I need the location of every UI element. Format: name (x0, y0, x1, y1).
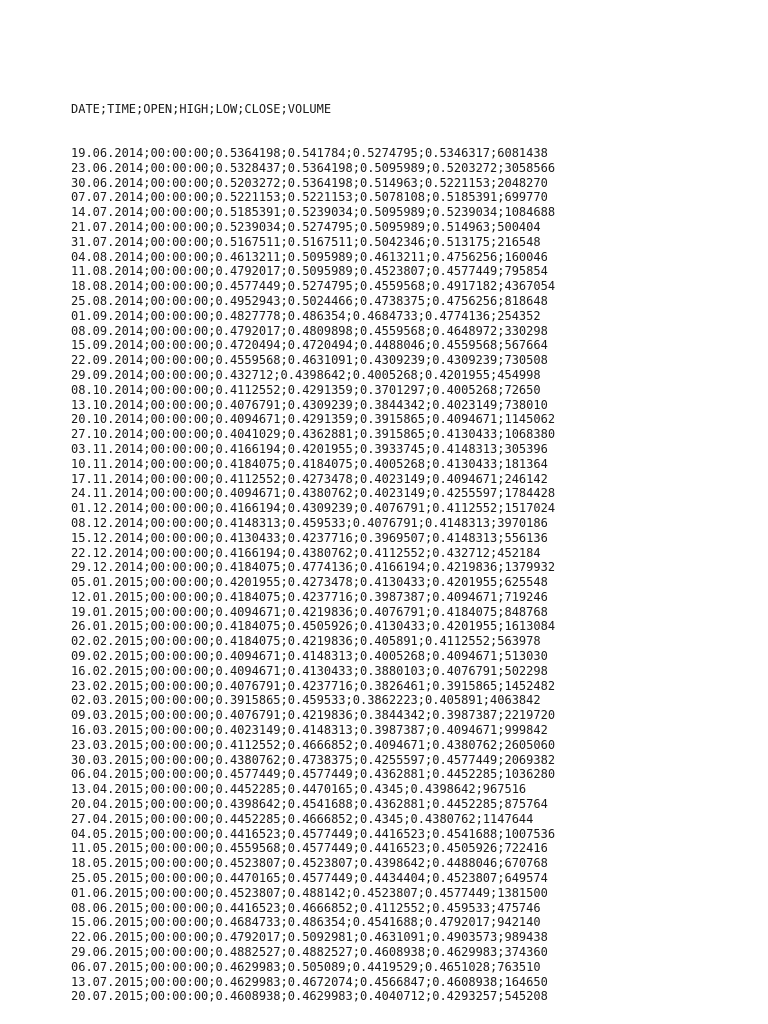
csv-data-row: 23.02.2015;00:00:00;0.4076791;0.4237716;0.3826461;0.3915865;1452482 (71, 678, 556, 693)
csv-data-row: 04.05.2015;00:00:00;0.4416523;0.4577449;0.4416523;0.4541688;1007536 (71, 826, 556, 841)
csv-data-row: 21.07.2014;00:00:00;0.5239034;0.5274795;0.5095989;0.514963;500404 (71, 219, 541, 234)
csv-data-row: 15.12.2014;00:00:00;0.4130433;0.4237716;0.3969507;0.4148313;556136 (71, 530, 548, 545)
csv-header-line: DATE;TIME;OPEN;HIGH;LOW;CLOSE;VOLUME (71, 101, 332, 116)
csv-data-row: 03.11.2014;00:00:00;0.4166194;0.4201955;0.3933745;0.4148313;305396 (71, 441, 548, 456)
csv-data-row: 02.02.2015;00:00:00;0.4184075;0.4219836;0.405891;0.4112552;563978 (71, 634, 541, 649)
csv-data-row: 27.04.2015;00:00:00;0.4452285;0.4666852;0.4345;0.4380762;1147644 (71, 811, 534, 826)
csv-text-block (71, 72, 555, 1004)
csv-data-row: 23.06.2014;00:00:00;0.5328437;0.5364198;0.5095989;0.5203272;3058566 (71, 160, 556, 175)
csv-data-row: 13.10.2014;00:00:00;0.4076791;0.4309239;0.3844342;0.4023149;738010 (71, 397, 548, 412)
csv-data-row: 15.06.2015;00:00:00;0.4684733;0.486354;0.4541688;0.4792017;942140 (71, 915, 541, 930)
csv-data-row: 01.09.2014;00:00:00;0.4827778;0.486354;0.4684733;0.4774136;254352 (71, 308, 541, 323)
csv-data-row: 27.10.2014;00:00:00;0.4041029;0.4362881;0.3915865;0.4130433;1068380 (71, 427, 556, 442)
csv-data-row: 20.04.2015;00:00:00;0.4398642;0.4541688;0.4362881;0.4452285;875764 (71, 797, 548, 812)
csv-data-row: 06.04.2015;00:00:00;0.4577449;0.4577449;0.4362881;0.4452285;1036280 (71, 767, 556, 782)
csv-data-row: 29.09.2014;00:00:00;0.432712;0.4398642;0.4005268;0.4201955;454998 (71, 367, 541, 382)
csv-data-row: 01.12.2014;00:00:00;0.4166194;0.4309239;0.4076791;0.4112552;1517024 (71, 501, 556, 516)
csv-data-row: 22.12.2014;00:00:00;0.4166194;0.4380762;0.4112552;0.432712;452184 (71, 545, 541, 560)
csv-data-row: 11.05.2015;00:00:00;0.4559568;0.4577449;0.4416523;0.4505926;722416 (71, 841, 548, 856)
csv-data-row: 05.01.2015;00:00:00;0.4201955;0.4273478;0.4130433;0.4201955;625548 (71, 575, 548, 590)
csv-data-row: 22.09.2014;00:00:00;0.4559568;0.4631091;0.4309239;0.4309239;730508 (71, 353, 548, 368)
csv-data-row: 19.06.2014;00:00:00;0.5364198;0.541784;0.5274795;0.5346317;6081438 (71, 145, 548, 160)
csv-data-row: 11.08.2014;00:00:00;0.4792017;0.5095989;0.4523807;0.4577449;795854 (71, 264, 548, 279)
csv-data-row: 20.07.2015;00:00:00;0.4608938;0.4629983;0.4040712;0.4293257;545208 (71, 989, 548, 1004)
csv-data-row: 30.03.2015;00:00:00;0.4380762;0.4738375;0.4255597;0.4577449;2069382 (71, 752, 556, 767)
csv-data-row: 29.12.2014;00:00:00;0.4184075;0.4774136;0.4166194;0.4219836;1379932 (71, 560, 556, 575)
csv-data-row: 18.08.2014;00:00:00;0.4577449;0.5274795;0.4559568;0.4917182;4367054 (71, 279, 556, 294)
csv-data-row: 10.11.2014;00:00:00;0.4184075;0.4184075;0.4005268;0.4130433;181364 (71, 456, 548, 471)
csv-data-row: 06.07.2015;00:00:00;0.4629983;0.505089;0.4419529;0.4651028;763510 (71, 959, 541, 974)
csv-data-row: 09.02.2015;00:00:00;0.4094671;0.4148313;0.4005268;0.4094671;513030 (71, 649, 548, 664)
csv-data-row: 08.10.2014;00:00:00;0.4112552;0.4291359;0.3701297;0.4005268;72650 (71, 382, 541, 397)
csv-data-row: 02.03.2015;00:00:00;0.3915865;0.459533;0.3862223;0.405891;4063842 (71, 693, 541, 708)
csv-data-row: 30.06.2014;00:00:00;0.5203272;0.5364198;0.514963;0.5221153;2048270 (71, 175, 548, 190)
csv-data-row: 16.02.2015;00:00:00;0.4094671;0.4130433;0.3880103;0.4076791;502298 (71, 663, 548, 678)
csv-data-row: 18.05.2015;00:00:00;0.4523807;0.4523807;0.4398642;0.4488046;670768 (71, 856, 548, 871)
csv-data-row: 08.09.2014;00:00:00;0.4792017;0.4809898;0.4559568;0.4648972;330298 (71, 323, 548, 338)
csv-data-row: 13.07.2015;00:00:00;0.4629983;0.4672074;0.4566847;0.4608938;164650 (71, 974, 548, 989)
csv-data-row: 26.01.2015;00:00:00;0.4184075;0.4505926;0.4130433;0.4201955;1613084 (71, 619, 556, 634)
csv-data-row: 25.08.2014;00:00:00;0.4952943;0.5024466;0.4738375;0.4756256;818648 (71, 293, 548, 308)
csv-data-row: 04.08.2014;00:00:00;0.4613211;0.5095989;0.4613211;0.4756256;160046 (71, 249, 548, 264)
csv-data-row: 17.11.2014;00:00:00;0.4112552;0.4273478;0.4023149;0.4094671;246142 (71, 471, 548, 486)
csv-data-row: 20.10.2014;00:00:00;0.4094671;0.4291359;0.3915865;0.4094671;1145062 (71, 412, 556, 427)
csv-data-row: 16.03.2015;00:00:00;0.4023149;0.4148313;0.3987387;0.4094671;999842 (71, 723, 548, 738)
csv-data-row: 25.05.2015;00:00:00;0.4470165;0.4577449;0.4434404;0.4523807;649574 (71, 871, 548, 886)
csv-data-row: 08.12.2014;00:00:00;0.4148313;0.459533;0.4076791;0.4148313;3970186 (71, 515, 548, 530)
csv-data-row: 13.04.2015;00:00:00;0.4452285;0.4470165;0.4345;0.4398642;967516 (71, 782, 527, 797)
csv-data-row: 15.09.2014;00:00:00;0.4720494;0.4720494;0.4488046;0.4559568;567664 (71, 338, 548, 353)
csv-data-row: 31.07.2014;00:00:00;0.5167511;0.5167511;0.5042346;0.513175;216548 (71, 234, 541, 249)
csv-data-row: 08.06.2015;00:00:00;0.4416523;0.4666852;0.4112552;0.459533;475746 (71, 900, 541, 915)
csv-data-row: 09.03.2015;00:00:00;0.4076791;0.4219836;0.3844342;0.3987387;2219720 (71, 708, 556, 723)
csv-data-row: 12.01.2015;00:00:00;0.4184075;0.4237716;0.3987387;0.4094671;719246 (71, 589, 548, 604)
csv-data-row: 14.07.2014;00:00:00;0.5185391;0.5239034;0.5095989;0.5239034;1084688 (71, 205, 556, 220)
csv-data-row: 07.07.2014;00:00:00;0.5221153;0.5221153;0.5078108;0.5185391;699770 (71, 190, 548, 205)
csv-data-row: 29.06.2015;00:00:00;0.4882527;0.4882527;0.4608938;0.4629983;374360 (71, 945, 548, 960)
csv-data-row: 01.06.2015;00:00:00;0.4523807;0.488142;0.4523807;0.4577449;1381500 (71, 885, 548, 900)
csv-data-row: 24.11.2014;00:00:00;0.4094671;0.4380762;0.4023149;0.4255597;1784428 (71, 486, 556, 501)
csv-data-row: 19.01.2015;00:00:00;0.4094671;0.4219836;0.4076791;0.4184075;848768 (71, 604, 548, 619)
csv-data-row: 23.03.2015;00:00:00;0.4112552;0.4666852;0.4094671;0.4380762;2605060 (71, 737, 556, 752)
csv-data-row: 22.06.2015;00:00:00;0.4792017;0.5092981;0.4631091;0.4903573;989438 (71, 930, 548, 945)
